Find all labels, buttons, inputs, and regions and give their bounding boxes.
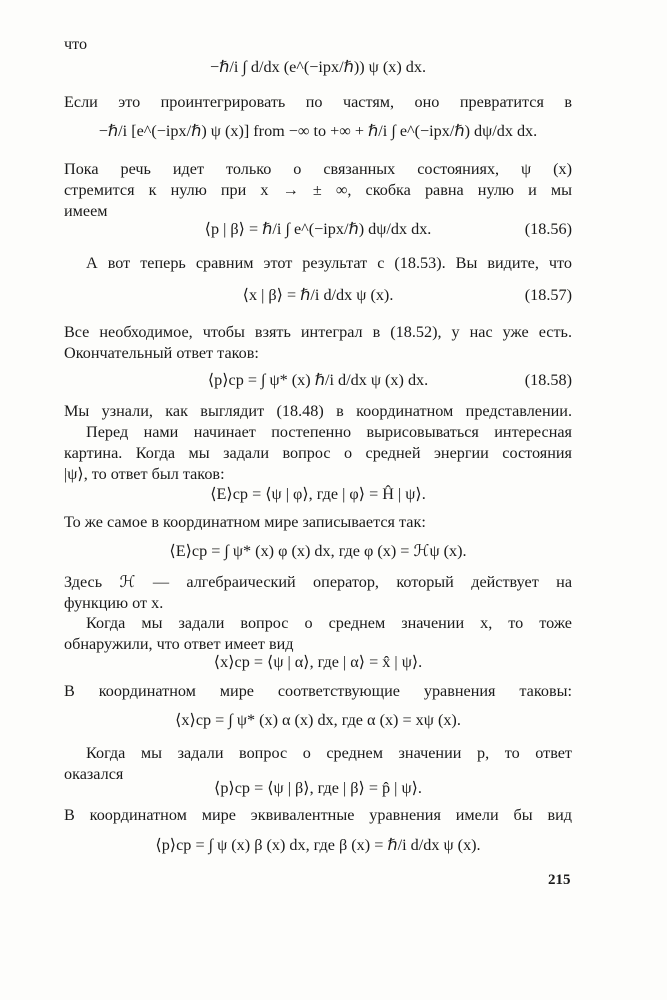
text-line: Все необходимое, чтобы взять интеграл в (18.52), у нас уже есть.	[64, 323, 572, 341]
text-line: Здесь ℋ — алгебраический оператор, который действует на	[64, 573, 572, 591]
text-line: имеем	[64, 202, 108, 220]
equation-number: (18.57)	[524, 286, 572, 304]
text-line: А вот теперь сравним этот результат с (18.53). Вы видите, что	[86, 254, 572, 272]
equation: −ℏ/i ∫ d/dx (e^(−ipx/ℏ)) ψ (x) dx.	[209, 58, 427, 76]
text-line: Перед нами начинает постепенно вырисовываться интересная	[86, 423, 572, 441]
text-line: функцию от x.	[64, 594, 164, 612]
text-line: В координатном мире соответствующие уравнения таковы:	[64, 682, 572, 700]
equation: ⟨E⟩ср = ∫ ψ* (x) φ (x) dx, где φ (x) = ℋψ (x).	[169, 542, 467, 560]
equation: ⟨p | β⟩ = ℏ/i ∫ e^(−ipx/ℏ) dψ/dx dx.	[204, 220, 432, 238]
equation: ⟨p⟩ср = ∫ ψ (x) β (x) dx, где β (x) = ℏ/i d/dx ψ (x).	[155, 836, 481, 854]
text-line: В координатном мире эквивалентные уравнения имели бы вид	[64, 806, 572, 824]
text-line: Пока речь идет только о связанных состояниях, ψ (x)	[64, 160, 572, 178]
equation: ⟨E⟩ср = ⟨ψ | φ⟩, где | φ⟩ = Ĥ | ψ⟩.	[210, 485, 426, 503]
text-line: что	[64, 35, 88, 53]
page-number: 215	[548, 872, 571, 888]
text-line: Если это проинтегрировать по частям, оно превратится в	[64, 93, 572, 111]
text-line: картина. Когда мы задали вопрос о средней энергии состояния	[64, 444, 572, 462]
equation: ⟨p⟩ср = ∫ ψ* (x) ℏ/i d/dx ψ (x) dx.	[207, 371, 429, 389]
equation: ⟨x⟩ср = ⟨ψ | α⟩, где | α⟩ = x̂ | ψ⟩.	[213, 653, 423, 671]
equation: ⟨p⟩ср = ⟨ψ | β⟩, где | β⟩ = p̂ | ψ⟩.	[214, 779, 422, 797]
text-line: |ψ⟩, то ответ был таков:	[64, 465, 225, 483]
equation: ⟨x | β⟩ = ℏ/i d/dx ψ (x).	[242, 286, 394, 304]
equation: −ℏ/i [e^(−ipx/ℏ) ψ (x)] from −∞ to +∞ + ℏ/i ∫ e^(−ipx/ℏ) dψ/dx dx.	[98, 122, 538, 140]
text-line: обнаружили, что ответ имеет вид	[64, 635, 294, 653]
text-line: Когда мы задали вопрос о среднем значении x, то тоже	[86, 614, 572, 632]
text-line: Окончательный ответ таков:	[64, 344, 259, 362]
text-line: стремится к нулю при x → ± ∞, скобка равна нулю и мы	[64, 181, 572, 199]
text-line: Мы узнали, как выглядит (18.48) в координатном представлении.	[64, 402, 572, 420]
equation: ⟨x⟩ср = ∫ ψ* (x) α (x) dx, где α (x) = xψ (x).	[175, 711, 461, 729]
text-line: То же самое в координатном мире записывается так:	[64, 513, 426, 531]
equation-number: (18.56)	[524, 220, 572, 238]
equation-number: (18.58)	[524, 371, 572, 389]
text-line: Когда мы задали вопрос о среднем значении p, то ответ	[86, 744, 572, 762]
text-line: оказался	[64, 765, 124, 783]
